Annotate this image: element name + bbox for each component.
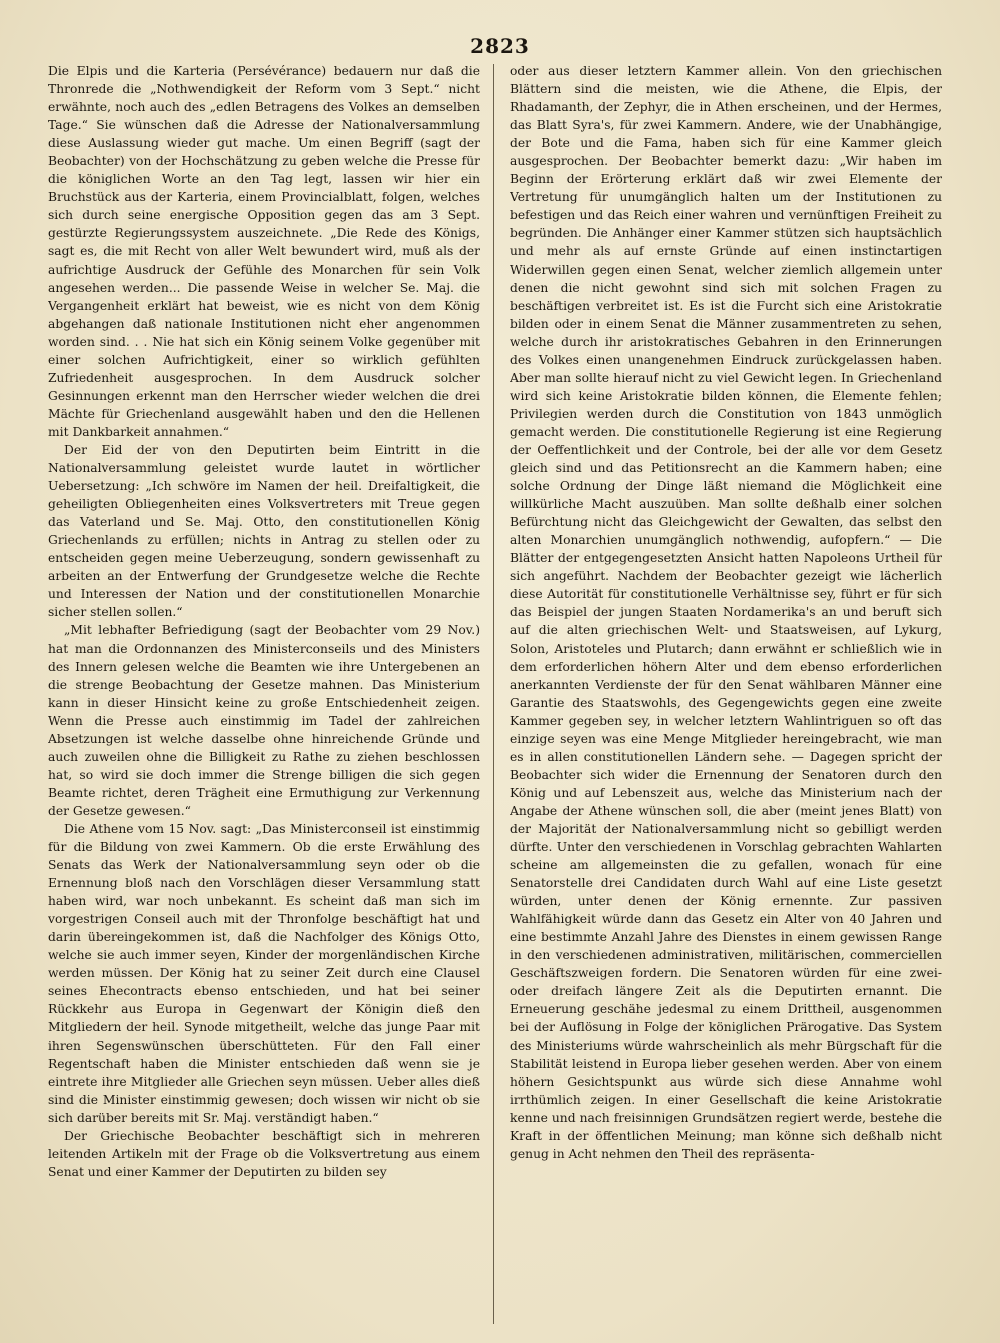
paragraph: Die Athene vom 15 Nov. sagt: „Das Ministerconseil ist einstimmig für die Bildung von zwei Kammern. Ob die erste Erwählung des Senats das Werk der Nationalversammlung seyn oder ob die Ernennung bloß nach den Vorschlägen dieser Versammlung statt haben wird, war noch unbekannt. Es scheint daß man sich im vorgestrigen Conseil auch mit der Thronfolge beschäftigt hat und darin übereingekommen ist, daß die Nachfolger des Königs Otto, welche sie auch immer seyen, Kinder der morgenländischen Kirche werden müssen. Der König hat zu seiner Zeit durch eine Clausel seines Ehecontracts ebenso entschieden, und hat bei seiner Rückkehr aus Europa in Gegenwart der Königin dieß den Mitgliedern der heil. Synode mitgetheilt, welche das junge Paar mit ihren Segenswünschen überschütteten. Für den Fall einer Regentschaft haben die Minister entschieden daß wenn sie je eintrete ihre Mitglieder alle Griechen seyn müssen. Ueber alles dieß sind die Minister einstimmig gewesen; doch wissen wir nicht ob sie sich darüber bereits mit Sr. Maj. verständigt haben.“ bbox=[48, 821, 480, 1125]
page-number: 2823 bbox=[470, 34, 530, 58]
left-column bbox=[48, 62, 480, 1324]
paragraph: oder aus dieser letztern Kammer allein. Von den griechischen Blättern sind die meisten, wie die Athene, die Elpis, der Rhadamanth, der Zephyr, die in Athen erscheinen, und der Hermes, das Blatt Syra's, für zwei Kammern. Andere, wie der Unabhängige, der Bote und die Fama, haben sich für eine Kammer gleich ausgesprochen. Der Beobachter bemerkt dazu: „Wir haben im Beginn der Erörterung erklärt daß wir zwei Elemente der Vertretung für unumgänglich halten um der Institutionen zu befestigen und das Reich einer wahren und vernünftigen Freiheit zu begründen. Die Anhänger einer Kammer stützen sich hauptsächlich und mehr als auf ernste Gründe auf einen instinctartigen Widerwillen gegen einen Senat, welcher ziemlich allgemein unter denen die nicht gewohnt sind sich mit solchen Fragen zu beschäftigen verbreitet ist. Es ist die Furcht sich eine Aristokratie bilden oder in einem Senat die Männer zusammentreten zu sehen, welche durch ihr aristokratisches Gebahren in den Erinnerungen des Volkes einen unangenehmen Eindruck zurückgelassen haben. Aber man sollte hierauf nicht zu viel Gewicht legen. In Griechenland wird sich keine Aristokratie bilden können, die Elemente fehlen; Privilegien werden durch die Constitution von 1843 unmöglich gemacht werden. Die constitutionelle Regierung ist eine Regierung der Oeffentlichkeit und der Controle, bei der alle vor dem Gesetz gleich sind und das Petitionsrecht an die Kammern haben; eine solche Ordnung der Dinge läßt niemand die Möglichkeit eine willkürliche Macht auszuüben. Man sollte deßhalb einer solchen Befürchtung nicht das Gleichgewicht der Gewalten, das selbst den alten Monarchien unumgänglich nothwendig, aufopfern.“ — Die Blätter der entgegengesetzten Ansicht hatten Napoleons Urtheil für sich angeführt. Nachdem der Beobachter gezeigt wie lächerlich diese Autorität für constitutionelle Verhältnisse sey, führt er für sich das Beispiel der jungen Staaten Nordamerika's an und beruft sich auf die alten griechischen Welt- und Staatsweisen, auf Lykurg, Solon, Aristoteles und Plutarch; dann erwähnt er schließlich wie in dem erforderlichen höhern Alter und dem ebenso erforderlichen anerkannten Verdienste der für den Senat wählbaren Männer eine Garantie des Staatswohls, des Gegengewichts gegen eine zweite Kammer gegeben sey, in welcher letztern Wahlintriguen so oft das einzige seyen was eine Menge Mitglieder hereingebracht, wie man es in allen constitutionellen Ländern sehe. — Dagegen spricht der Beobachter sich wider die Ernennung der Senatoren durch den König und auf Lebenszeit aus, welche das Ministerium nach der Angabe der Athene wünschen soll, die aber (meint jenes Blatt) von der Majorität der Nationalversammlung nicht so gebilligt werden dürfte. Unter den verschiedenen in Vorschlag gebrachten Wahlarten scheine am allgemeinsten die zu gefallen, wonach für eine Senatorstelle drei Candidaten durch Wahl auf eine Liste gesetzt würden, unter denen der König ernennte. Zur passiven Wahlfähigkeit würde dann das Gesetz ein Alter von 40 Jahren und eine bestimmte Anzahl Jahre des Dienstes in einem gewissen Range in den verschiedenen administrativen, militärischen, commerciellen Geschäftszweigen fordern. Die Senatoren würden für eine zwei- oder dreifach längere Zeit als die Deputirten ernannt. Die Erneuerung geschähe jedesmal zu einem Drittheil, ausgenommen bei der Auflösung in Folge der königlichen Prärogative. Das System des Ministeriums würde wahrscheinlich als mehr Bürgschaft für die Stabilität leistend in Europa lieber gesehen werden. Aber von einem höhern Gesichtspunkt aus würde sich diese Annahme wohl irrthümlich zeigen. In einer Gesellschaft die keine Aristokratie kenne und nach freisinnigen Grundsätzen regiert werde, bestehe die Kraft in der öffentlichen Meinung; man könne sich deßhalb nicht genug in Acht nehmen den Theil des repräsenta- bbox=[510, 64, 942, 1161]
paragraph: „Mit lebhafter Befriedigung (sagt der Beobachter vom 29 Nov.) hat man die Ordonnanzen des Ministerconseils und des Ministers des Innern gelesen welche die Beamten wie ihre Untergebenen an die strenge Beobachtung der Gesetze mahnen. Das Ministerium kann in dieser Hinsicht keine zu große Entschiedenheit zeigen. Wenn die Presse auch einstimmig im Tadel der zahlreichen Absetzungen ist welche dasselbe ohne hinreichende Gründe und auch zuweilen ohne die Billigkeit zu Rathe zu ziehen beschlossen hat, so wird sie doch immer die Strenge billigen die sich gegen Beamte richtet, deren Trägheit eine Ermuthigung zur Verkennung der Gesetze gewesen.“ bbox=[48, 623, 480, 818]
paragraph: Der Griechische Beobachter beschäftigt sich in mehreren leitenden Artikeln mit der Frage ob die Volksvertretung aus einem Senat und einer Kammer der Deputirten zu bilden sey bbox=[48, 1128, 480, 1179]
column-divider bbox=[493, 64, 494, 1324]
right-column bbox=[510, 62, 942, 1324]
paragraph: Die Elpis und die Karteria (Persévérance) bedauern nur daß die Thronrede die „Nothwendigkeit der Reform vom 3 Sept.“ nicht erwähnte, noch auch des „edlen Betragens des Volkes an demselben Tage.“ Sie wünschen daß die Adresse der Nationalversammlung diese Auslassung wieder gut mache. Um einen Begriff (sagt der Beobachter) von der Hochschätzung zu geben welche die Presse für die königlichen Worte an den Tag legt, lassen wir hier ein Bruchstück aus der Karteria, einem Provincialblatt, folgen, welches sich durch seine energische Opposition gegen das am 3 Sept. gestürzte Regierungssystem auszeichnete. „Die Rede des Königs, sagt es, die mit Recht von aller Welt bewundert wird, muß als der aufrichtige Ausdruck der Gefühle des Monarchen für sein Volk angesehen werden... Die passende Weise in welcher Se. Maj. die Vergangenheit erklärt hat beweist, wie es nicht von dem König abgehangen daß nationale Institutionen nicht eher angenommen worden sind. . . Nie hat sich ein König seinem Volke gegenüber mit einer solchen Aufrichtigkeit, einer so wirklich gefühlten Zufriedenheit ausgesprochen. In dem Ausdruck solcher Gesinnungen erkennt man den Herrscher wieder welchen die drei Mächte für Griechenland ausgewählt haben und den die Hellenen mit Dankbarkeit annahmen.“ bbox=[48, 64, 480, 439]
paragraph: Der Eid der von den Deputirten beim Eintritt in die Nationalversammlung geleistet wurde lautet in wörtlicher Uebersetzung: „Ich schwöre im Namen der heil. Dreifaltigkeit, die geheiligten Obliegenheiten eines Volksvertreters mit Treue gegen das Vaterland und Se. Maj. Otto, den constitutionellen König Griechenlands zu erfüllen; nichts in Antrag zu stellen oder zu entscheiden gegen meine Ueberzeugung, sondern gewissenhaft zu arbeiten an der Entwerfung der Grundgesetze welche die Rechte und Interessen der Nation und der constitutionellen Monarchie sicher stellen sollen.“ bbox=[48, 442, 480, 620]
